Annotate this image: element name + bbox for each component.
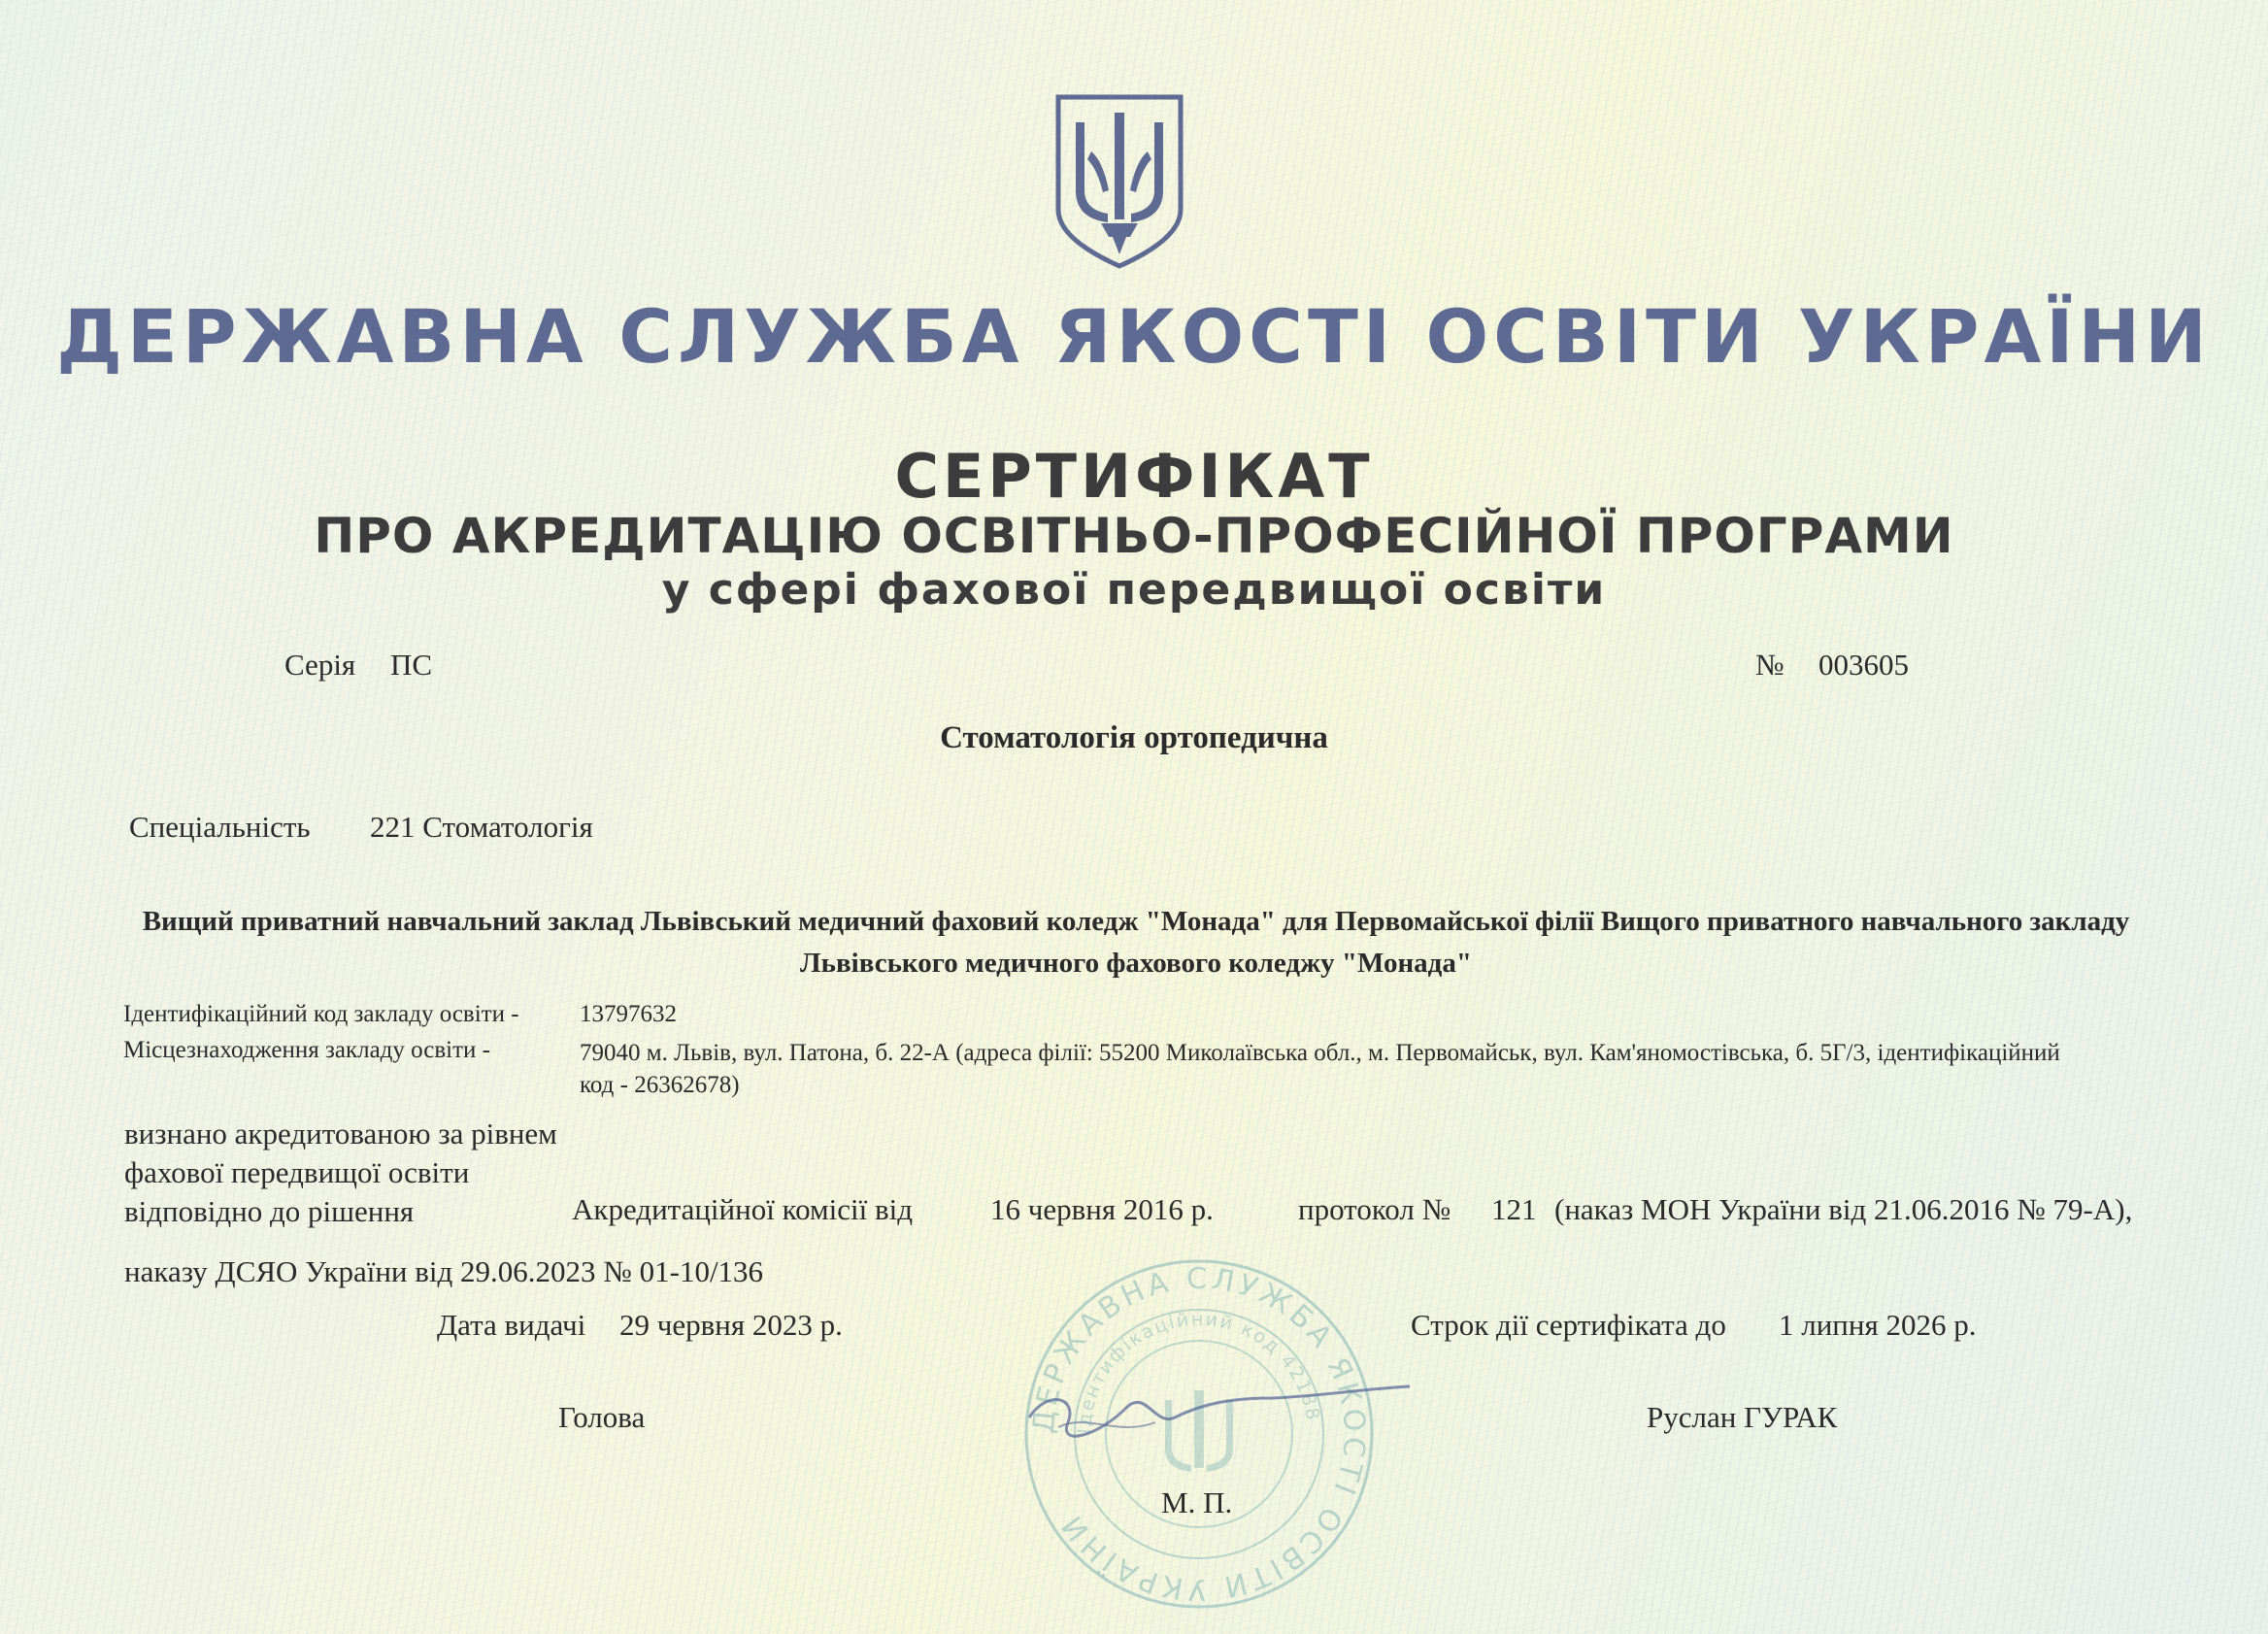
id-code-value: 13797632 <box>580 1001 677 1027</box>
svg-text:ДЕРЖАВНА СЛУЖБА ЯКОСТІ ОСВІТИ: ДЕРЖАВНА СЛУЖБА ЯКОСТІ ОСВІТИ УКРАЇНИ <box>1026 1261 1372 1607</box>
decision-date: 16 червня 2016 р. <box>990 1192 1214 1226</box>
protocol-number: 121 <box>1491 1192 1537 1226</box>
program-name: Стоматологія ортопедична <box>940 720 1328 755</box>
certificate-title: СЕРТИФІКАТ <box>894 441 1374 512</box>
specialty-value: 221 Стоматологія <box>370 810 593 844</box>
svg-text:Ідентифікаційний код 42188: Ідентифікаційний код 42188 <box>1073 1308 1324 1435</box>
series-value: ПС <box>390 648 433 682</box>
issue-date-value: 29 червня 2023 р. <box>619 1308 843 1342</box>
head-name: Руслан ГУРАК <box>1647 1400 1838 1434</box>
order-dsyao: наказу ДСЯО України від 29.06.2023 № 01-10/136 <box>124 1254 764 1288</box>
order-mon: (наказ МОН України від 21.06.2016 № 79-А), <box>1554 1192 2133 1226</box>
series-label: Серія <box>284 648 356 682</box>
validity-label: Строк дії сертифіката до <box>1411 1308 1726 1342</box>
institution-name: Вищий приватний навчальний заклад Львівський медичний фаховий коледж "Монада" для Первомайської філії Вищого приватного навчального закладу Львівського медичного фахового коледжу "Монада" <box>142 906 2130 979</box>
accredited-text: визнано акредитованою за рівнем фахової передвищої освіти відповідно до рішення <box>124 1117 557 1228</box>
head-label: Голова <box>558 1400 646 1434</box>
certificate-subtitle: ПРО АКРЕДИТАЦІЮ ОСВІТНЬО-ПРОФЕСІЙНОЇ ПРОГРАМИ <box>314 508 1954 564</box>
number-label: № <box>1755 648 1784 682</box>
issue-date-label: Дата видачі <box>437 1308 586 1342</box>
stamp-place-label: М. П. <box>1161 1485 1233 1519</box>
commission-text: Акредитаційної комісії від <box>572 1192 913 1226</box>
number-value: 003605 <box>1818 648 1909 682</box>
location-value: 79040 м. Львів, вул. Патона, б. 22-А (адреса філії: 55200 Миколаївська обл., м. Первомайськ, вул. Кам'яномостівська, б. 5Г/3, ідентифікаційний код - 26362678) <box>580 1040 2060 1098</box>
id-code-label: Ідентифікаційний код закладу освіти - <box>123 1001 519 1027</box>
specialty-label: Спеціальність <box>129 810 311 844</box>
certificate-sphere: у сфері фахової передвищої освіти <box>661 565 1607 615</box>
trident-coat-of-arms-icon <box>1052 93 1186 270</box>
validity-value: 1 липня 2026 р. <box>1779 1308 1977 1342</box>
agency-title: ДЕРЖАВНА СЛУЖБА ЯКОСТІ ОСВІТИ УКРАЇНИ <box>56 293 2212 380</box>
handwritten-signature-icon <box>1010 1369 1418 1456</box>
location-label: Місцезнаходження закладу освіти - <box>123 1037 491 1063</box>
protocol-label: протокол № <box>1298 1192 1451 1226</box>
